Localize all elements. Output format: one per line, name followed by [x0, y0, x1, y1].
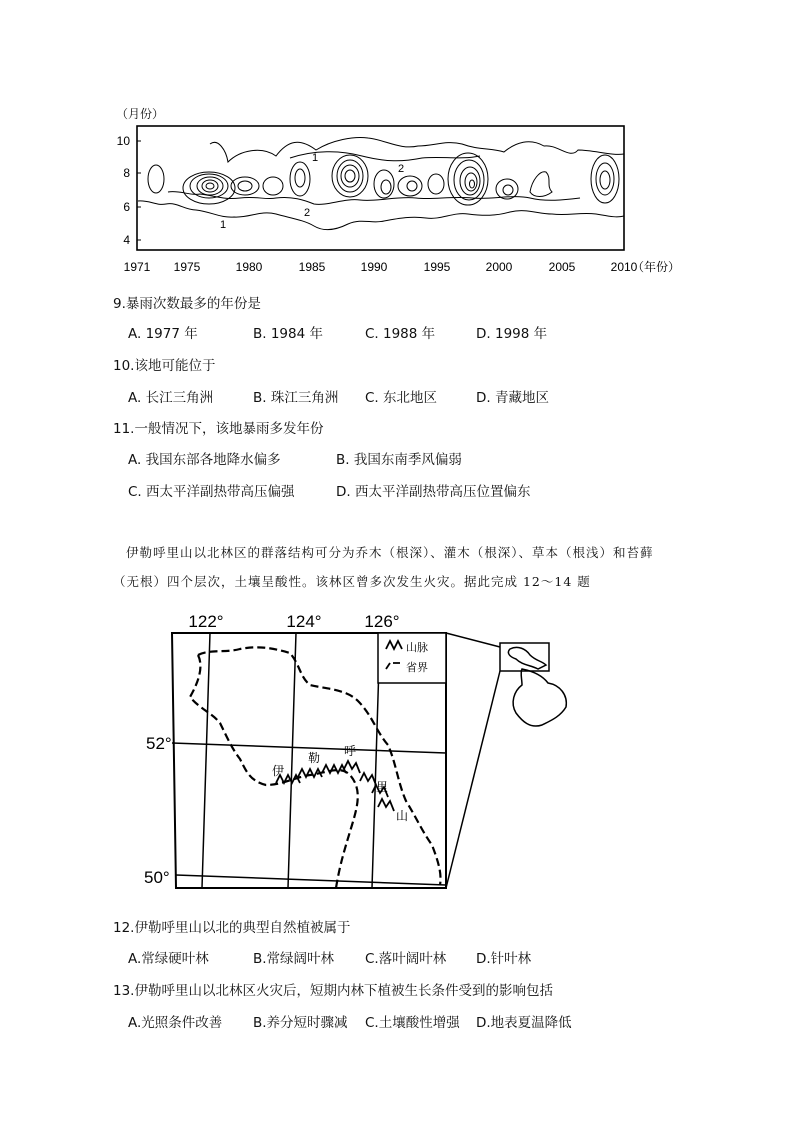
contour-value-labels — [220, 152, 404, 231]
contour-blob — [470, 180, 475, 188]
contour-outer — [138, 201, 624, 230]
contour-blob — [600, 171, 610, 189]
question-12-stem: 12.伊勒呼里山以北的典型自然植被属于 — [113, 920, 351, 936]
y-tick-label: 8 — [123, 166, 130, 180]
contour-blob — [206, 183, 214, 189]
passage-line-2: （无根）四个层次，土壤呈酸性。该林区曾多次发生火灾。据此完成 12～14 题 — [113, 574, 591, 589]
contour-label: 2 — [398, 163, 405, 175]
contour-outer — [210, 138, 624, 163]
contour-lines — [138, 138, 624, 230]
contour-blob — [263, 177, 283, 195]
contour-label: 1 — [312, 152, 319, 164]
lon-label-122: 122° — [188, 612, 224, 631]
q12-option-a[interactable]: A.常绿硬叶林 — [128, 951, 209, 967]
contour-blob — [530, 172, 552, 197]
contour-blob — [428, 174, 444, 194]
q13-option-a[interactable]: A.光照条件改善 — [128, 1015, 223, 1031]
x-tick-label: 1975 — [173, 260, 201, 274]
greater-khingan-map — [144, 605, 570, 895]
legend-mountain: 山脉 — [406, 642, 428, 654]
x-tick-label: 1971 — [123, 260, 151, 274]
mountain-char-2: 勒 — [308, 751, 321, 765]
lon-label-126: 126° — [364, 612, 400, 631]
contour-blob — [407, 181, 417, 191]
contour-blob — [290, 162, 310, 196]
contour-blob — [503, 185, 513, 195]
inset-connector — [446, 671, 500, 888]
mountain-char-4: 里 — [376, 780, 389, 794]
contour-blob — [345, 170, 355, 182]
contour-plot — [100, 100, 690, 280]
legend-box — [378, 633, 446, 683]
x-tick-label: 1995 — [423, 260, 451, 274]
q11-option-d[interactable]: D. 西太平洋副热带高压位置偏东 — [336, 484, 531, 500]
q10-option-c[interactable]: C. 东北地区 — [365, 390, 438, 406]
q12-option-b[interactable]: B.常绿阔叶林 — [253, 951, 335, 967]
x-tick-label: 1985 — [298, 260, 326, 274]
q10-option-b[interactable]: B. 珠江三角洲 — [253, 390, 339, 406]
legend-boundary: 省界 — [406, 662, 428, 674]
contour-blob — [190, 174, 228, 198]
q12-option-c[interactable]: C.落叶阔叶林 — [365, 951, 447, 967]
contour-blob — [496, 179, 518, 199]
x-tick-label: 2010 — [610, 260, 638, 274]
contour-label: 2 — [304, 207, 311, 219]
q9-option-d[interactable]: D. 1998 年 — [476, 326, 548, 342]
q9-option-a[interactable]: A. 1977 年 — [128, 326, 198, 342]
contour-blob — [148, 165, 164, 193]
passage-line-1: 伊勒呼里山以北林区的群落结构可分为乔木（根深）、灌木（根深）、草本（根浅）和苔藓 — [126, 545, 654, 560]
rainstorm-contour-chart — [100, 100, 690, 280]
x-tick-label: 2005 — [548, 260, 576, 274]
contour-blob — [381, 180, 391, 194]
lat-label-52: 52° — [146, 734, 172, 753]
x-tick-label: 2000 — [485, 260, 513, 274]
q11-option-a[interactable]: A. 我国东部各地降水偏多 — [128, 452, 281, 468]
q9-option-c[interactable]: C. 1988 年 — [365, 326, 436, 342]
x-axis-ticks — [124, 259, 680, 274]
mountain-char-5: 山 — [396, 809, 409, 823]
y-tick-label: 6 — [123, 200, 130, 214]
q10-option-d[interactable]: D. 青藏地区 — [476, 390, 549, 406]
contour-blob — [238, 181, 252, 191]
y-tick-label: 4 — [123, 233, 130, 247]
chart-ylabel: （月份） — [116, 107, 165, 121]
contour-blob — [398, 176, 422, 196]
y-tick-label: 10 — [116, 134, 130, 148]
contour-label: 1 — [220, 219, 227, 231]
plot-frame — [137, 126, 624, 250]
contour-blob — [341, 165, 359, 187]
x-tick-label: 1980 — [235, 260, 263, 274]
q12-option-d[interactable]: D.针叶林 — [476, 951, 532, 967]
question-13-stem: 13.伊勒呼里山以北林区火灾后，短期内林下植被生长条件受到的影响包括 — [113, 983, 553, 999]
q13-option-b[interactable]: B.养分短时骤减 — [253, 1015, 348, 1031]
contour-blob — [202, 180, 218, 192]
lon-label-124: 124° — [286, 612, 322, 631]
x-axis-label: （年份） — [632, 260, 681, 274]
mountain-char-1: 伊 — [272, 764, 285, 778]
question-10-stem: 10.该地可能位于 — [113, 358, 216, 374]
q10-option-a[interactable]: A. 长江三角洲 — [128, 390, 214, 406]
parallel — [176, 875, 446, 885]
question-11-stem: 11.一般情况下，该地暴雨多发年份 — [113, 421, 324, 437]
mountain-char-3: 呼 — [344, 744, 357, 758]
inset-connector — [446, 633, 500, 647]
q13-option-d[interactable]: D.地表夏温降低 — [476, 1015, 572, 1031]
contour-blob — [596, 163, 614, 195]
q11-option-b[interactable]: B. 我国东南季风偏弱 — [336, 452, 462, 468]
q13-option-c[interactable]: C.土壤酸性增强 — [365, 1015, 460, 1031]
contour-blob — [591, 155, 619, 203]
inset-province-shape — [513, 669, 566, 726]
lat-label-50: 50° — [144, 868, 170, 887]
q11-option-c[interactable]: C. 西太平洋副热带高压偏强 — [128, 484, 295, 500]
map-drawing — [144, 605, 570, 895]
meridian — [202, 633, 210, 888]
question-9-stem: 9.暴雨次数最多的年份是 — [113, 296, 261, 312]
x-tick-label: 1990 — [360, 260, 388, 274]
contour-blob — [295, 169, 305, 187]
meridian — [288, 633, 296, 888]
q9-option-b[interactable]: B. 1984 年 — [253, 326, 323, 342]
contour-inner — [290, 152, 480, 161]
